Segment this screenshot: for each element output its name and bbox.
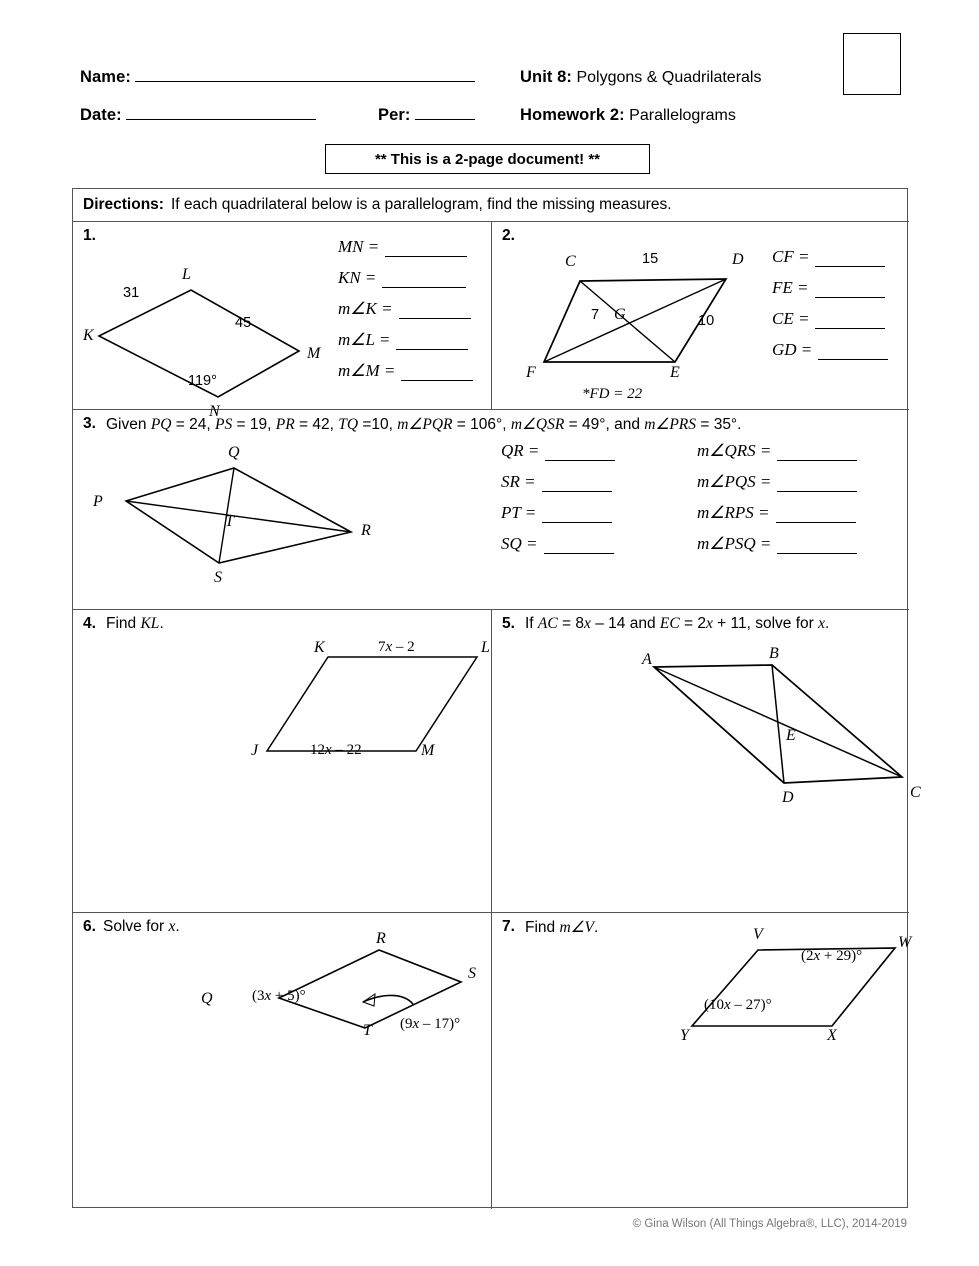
p3-answer2-label-1: m∠PQS = — [697, 472, 772, 491]
p1-answer-blank-4[interactable] — [401, 367, 473, 381]
p6-angle-T-text: (9x – 17)° — [400, 1016, 461, 1032]
answer-row[interactable] — [697, 472, 857, 492]
p2-answer-blank-2[interactable] — [815, 315, 885, 329]
p3-answer2-label-0: m∠QRS = — [697, 441, 772, 460]
problem-6-number: 6. — [83, 918, 96, 935]
name-field-row — [80, 68, 475, 87]
problem-3-answers-col1 — [501, 441, 615, 565]
p4-vertex-L: L — [481, 639, 490, 656]
p7-vertex-W: W — [898, 934, 912, 951]
problem-2-number: 2. — [502, 227, 515, 244]
p7-vertex-Y: Y — [680, 1027, 689, 1044]
answer-row[interactable] — [772, 278, 888, 298]
problem-4-prompt-pre: Find — [106, 615, 141, 632]
p5-vertex-C: C — [910, 784, 921, 801]
problem-4-cell — [73, 609, 491, 912]
p1-vertex-N: N — [209, 403, 220, 420]
p3-answer2-blank-3[interactable] — [777, 540, 857, 554]
p2-answer-label-2: CE = — [772, 309, 810, 328]
problem-6-prompt-post: . — [175, 918, 180, 935]
answer-row[interactable] — [697, 441, 857, 461]
p4-bottom-expr — [310, 742, 362, 759]
p5-vertex-E: E — [786, 727, 796, 744]
p1-vertex-M: M — [307, 345, 321, 362]
p7-angle-Y-text: (10x – 27)° — [704, 997, 772, 1013]
problem-6-cell — [73, 912, 491, 1209]
answer-row[interactable] — [338, 237, 473, 257]
p6-vertex-R: R — [376, 930, 386, 947]
problem-5-prompt — [525, 615, 829, 633]
p1-angle-N: 119° — [188, 373, 217, 389]
answer-row[interactable] — [501, 503, 615, 523]
unit-title: Polygons & Quadrilaterals — [576, 69, 762, 86]
p1-answer-label-2: m∠K = — [338, 299, 393, 318]
problem-4-prompt — [106, 615, 164, 633]
problem-7-number: 7. — [502, 918, 515, 935]
p4-top-expr-text: 7x – 2 — [378, 639, 415, 655]
answer-row[interactable] — [338, 268, 473, 288]
p2-note-fd: *FD = 22 — [582, 386, 643, 402]
score-box[interactable] — [843, 33, 901, 95]
problem-7-prompt — [525, 918, 598, 937]
p5-vertex-B: B — [769, 645, 779, 662]
problem-4-prompt-post: . — [159, 615, 164, 632]
p6-angle-Q-text: (3x + 5)° — [252, 988, 306, 1004]
p3-answer-label-2: PT = — [501, 503, 537, 522]
problem-5-diagram — [612, 637, 942, 817]
problem-7-prompt-target: m∠V — [559, 919, 595, 936]
date-input-blank[interactable] — [126, 119, 316, 120]
p2-answer-blank-3[interactable] — [818, 346, 888, 360]
p2-seg-7: 7 — [591, 307, 600, 323]
p3-vertex-T: T — [225, 513, 234, 530]
page-header — [0, 0, 979, 180]
p7-angle-W — [801, 948, 862, 965]
p1-answer-label-4: m∠M = — [338, 361, 396, 380]
p6-angle-Q — [252, 988, 306, 1005]
problem-7-prompt-pre: Find — [525, 919, 560, 936]
p7-angle-Y — [704, 997, 772, 1014]
p1-side-45: 45 — [235, 315, 252, 331]
p3-answer2-label-3: m∠PSQ = — [697, 534, 772, 553]
problem-7-prompt-post: . — [594, 919, 599, 936]
p3-answer-label-0: QR = — [501, 441, 540, 460]
homework-label: Homework 2: — [520, 106, 625, 124]
footer-copyright: © Gina Wilson (All Things Algebra®, LLC), 2014-2019 — [632, 1218, 907, 1230]
p2-vertex-G: G — [614, 306, 626, 323]
answer-row[interactable] — [697, 503, 857, 523]
problem-3-diagram — [101, 439, 391, 584]
problem-5-cell — [492, 609, 921, 912]
p2-vertex-E: E — [670, 364, 680, 381]
p6-vertex-S: S — [468, 965, 476, 982]
p3-answer2-blank-2[interactable] — [776, 509, 856, 523]
p7-vertex-V: V — [753, 926, 763, 943]
answer-row[interactable] — [501, 534, 615, 554]
p3-answer-label-1: SR = — [501, 472, 536, 491]
answer-row[interactable] — [338, 361, 473, 381]
p3-answer-blank-2[interactable] — [542, 509, 612, 523]
p3-answer-blank-1[interactable] — [542, 478, 612, 492]
directions-label: Directions: — [83, 196, 164, 213]
p1-answer-blank-2[interactable] — [399, 305, 471, 319]
p2-answer-label-0: CF = — [772, 247, 810, 266]
problem-1-cell — [73, 221, 491, 420]
p1-answer-label-1: KN = — [338, 268, 377, 287]
p3-answer2-label-2: m∠RPS = — [697, 503, 770, 522]
problem-3-answers-col2 — [697, 441, 857, 565]
per-field-row — [378, 106, 475, 125]
p4-vertex-J: J — [251, 742, 259, 759]
p4-vertex-K: K — [314, 639, 325, 656]
p5-vertex-D: D — [782, 789, 794, 806]
answer-row[interactable] — [772, 309, 888, 329]
p7-vertex-X: X — [827, 1027, 837, 1044]
per-label: Per: — [378, 106, 411, 124]
p6-vertex-T: T — [363, 1022, 372, 1039]
answer-row[interactable] — [338, 330, 473, 350]
p4-vertex-M: M — [421, 742, 435, 759]
problem-6-prompt-pre: Solve for — [103, 918, 169, 935]
p4-bottom-expr-text: 12x – 22 — [310, 742, 362, 758]
problem-1-diagram — [81, 249, 341, 389]
two-page-notice: ** This is a 2-page document! ** — [325, 144, 650, 174]
p3-answer2-blank-1[interactable] — [777, 478, 857, 492]
problem-2-cell — [492, 221, 909, 409]
p3-answer-label-3: SQ = — [501, 534, 538, 553]
problem-5-number: 5. — [502, 615, 515, 632]
problem-6-prompt-var: x — [168, 918, 176, 935]
p1-vertex-L: L — [182, 266, 191, 283]
p2-side-10: 10 — [698, 313, 715, 329]
p4-top-expr — [378, 639, 415, 656]
p2-side-15: 15 — [642, 251, 659, 267]
date-field-row — [80, 106, 316, 125]
problem-3-cell — [73, 409, 909, 609]
p1-vertex-K: K — [83, 327, 94, 344]
answer-row[interactable] — [772, 247, 888, 267]
p1-answer-blank-0[interactable] — [385, 243, 467, 257]
problem-3-given-text: Given PQ = 24, PS = 19, PR = 42, TQ =10, m∠PQR = 106°, m∠QSR = 49°, and m∠PRS = 35°. — [106, 416, 742, 433]
p2-vertex-F: F — [526, 364, 536, 381]
directions-row — [73, 189, 909, 221]
problem-1-number: 1. — [83, 227, 96, 244]
worksheet-table — [72, 188, 921, 1208]
unit-label: Unit 8: — [520, 68, 573, 86]
p3-answer-blank-0[interactable] — [545, 447, 615, 461]
unit-line — [520, 68, 761, 87]
answer-row[interactable] — [501, 441, 615, 461]
p1-answer-label-0: MN = — [338, 237, 380, 256]
problem-5-prompt-text: If AC = 8x – 14 and EC = 2x + 11, solve for x. — [525, 615, 830, 632]
p3-answer2-blank-0[interactable] — [777, 447, 857, 461]
p2-answer-blank-0[interactable] — [815, 253, 885, 267]
name-label: Name: — [80, 68, 131, 86]
p2-vertex-D: D — [732, 251, 744, 268]
problem-2-answers — [772, 247, 888, 371]
p2-vertex-C: C — [565, 253, 576, 270]
p5-vertex-A: A — [642, 651, 652, 668]
p7-angle-W-text: (2x + 29)° — [801, 948, 863, 964]
p2-answer-label-1: FE = — [772, 278, 809, 297]
answer-row[interactable] — [501, 472, 615, 492]
p1-answer-blank-3[interactable] — [396, 336, 468, 350]
p1-side-31: 31 — [123, 285, 140, 301]
problem-7-cell — [492, 912, 912, 1209]
p1-answer-label-3: m∠L = — [338, 330, 391, 349]
homework-line — [520, 106, 736, 125]
p3-vertex-S: S — [214, 569, 222, 586]
problem-7-diagram — [652, 934, 922, 1054]
p3-vertex-R: R — [361, 522, 371, 539]
problem-1-answers — [338, 237, 473, 392]
answer-row[interactable] — [338, 299, 473, 319]
answer-row[interactable] — [697, 534, 857, 554]
p2-answer-label-3: GD = — [772, 340, 813, 359]
problem-4-prompt-target: KL — [140, 615, 160, 632]
problem-4-diagram — [243, 637, 483, 767]
date-label: Date: — [80, 106, 122, 124]
problem-6-prompt — [103, 918, 180, 936]
directions-text: If each quadrilateral below is a parallelogram, find the missing measures. — [170, 196, 672, 213]
p3-vertex-P: P — [93, 493, 103, 510]
p3-vertex-Q: Q — [228, 444, 240, 461]
problem-3-given — [106, 415, 741, 434]
p3-answer-blank-3[interactable] — [544, 540, 614, 554]
homework-title: Parallelograms — [629, 107, 736, 124]
p6-vertex-Q: Q — [201, 990, 213, 1007]
per-input-blank[interactable] — [415, 119, 475, 120]
p6-angle-T — [400, 1016, 460, 1033]
problem-4-number: 4. — [83, 615, 96, 632]
p1-answer-blank-1[interactable] — [382, 274, 466, 288]
problem-3-number: 3. — [83, 415, 96, 432]
p2-answer-blank-1[interactable] — [815, 284, 885, 298]
answer-row[interactable] — [772, 340, 888, 360]
name-input-blank[interactable] — [135, 81, 475, 82]
